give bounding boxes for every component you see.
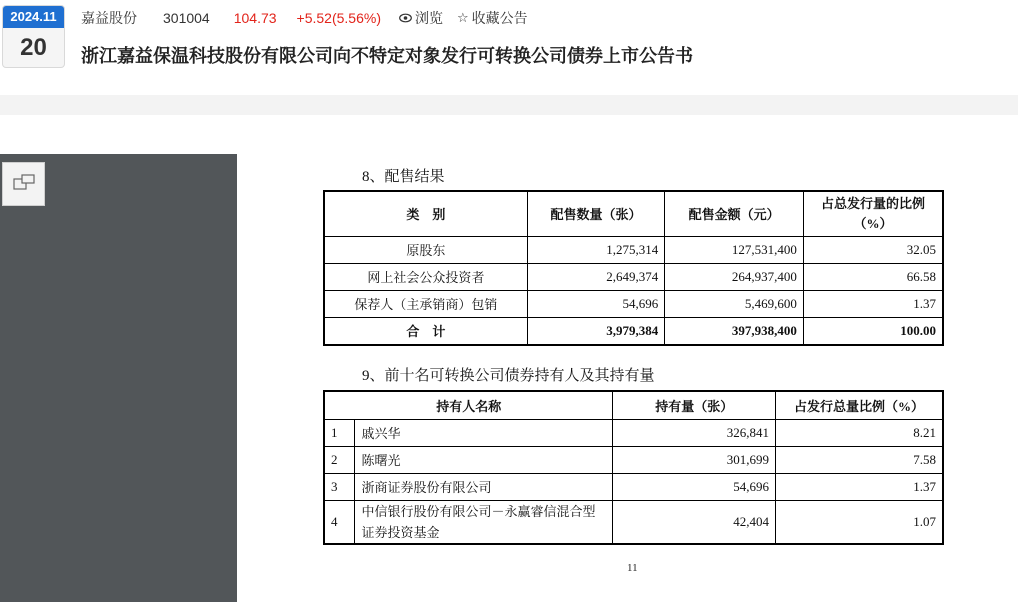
column-header: 类 别 xyxy=(324,191,527,236)
table-row xyxy=(324,263,943,290)
stock-meta-row xyxy=(81,8,542,28)
table-cell: 54,696 xyxy=(527,290,665,317)
star-outline-icon: ☆ xyxy=(457,10,469,25)
stock-change: +5.52(5.56%) xyxy=(296,10,381,26)
table-cell: 浙商证券股份有限公司 xyxy=(355,473,613,500)
top-holders-table xyxy=(323,390,944,545)
table-row xyxy=(324,236,943,263)
table-cell: 66.58 xyxy=(803,263,943,290)
table-cell: 54,696 xyxy=(613,473,776,500)
table-cell: 1.37 xyxy=(775,473,943,500)
table-cell: 301,699 xyxy=(613,446,776,473)
date-day: 20 xyxy=(20,34,47,61)
table-row xyxy=(324,446,943,473)
table-header-row xyxy=(324,391,943,419)
table-cell: 中信银行股份有限公司－永赢睿信混合型证券投资基金 xyxy=(355,500,613,544)
table-row xyxy=(324,500,943,544)
table-cell: 1.37 xyxy=(803,290,943,317)
section-9-title: 9、前十名可转换公司债券持有人及其持有量 xyxy=(362,368,655,384)
date-badge xyxy=(2,5,65,68)
browse-label: 浏览 xyxy=(415,10,443,26)
page-number: 11 xyxy=(627,562,638,574)
table-cell: 127,531,400 xyxy=(665,236,804,263)
column-header: 占发行总量比例（%） xyxy=(775,391,943,419)
section-8-title: 8、配售结果 xyxy=(362,169,445,185)
table-cell: 2,649,374 xyxy=(527,263,665,290)
table-header-row xyxy=(324,191,943,236)
table-cell: 7.58 xyxy=(775,446,943,473)
document-title: 浙江嘉益保温科技股份有限公司向不特定对象发行可转换公司债券上市公告书 xyxy=(81,46,693,66)
table-total-row xyxy=(324,317,943,345)
table-cell: 2 xyxy=(324,446,355,473)
thumbnails-toggle-button[interactable] xyxy=(2,162,45,206)
table-cell: 网上社会公众投资者 xyxy=(324,263,527,290)
table-cell: 陈曙光 xyxy=(355,446,613,473)
column-header: 持有人名称 xyxy=(324,391,613,419)
table-cell: 100.00 xyxy=(803,317,943,345)
eye-icon xyxy=(399,11,412,26)
stock-price: 104.73 xyxy=(233,10,277,26)
favorite-label: 收藏公告 xyxy=(471,10,528,26)
table-cell: 合 计 xyxy=(324,317,527,345)
table-row xyxy=(324,290,943,317)
stock-code: 301004 xyxy=(163,10,210,26)
table-row xyxy=(324,419,943,446)
viewer-sidebar xyxy=(0,154,237,602)
table-row xyxy=(324,473,943,500)
column-header: 持有量（张） xyxy=(613,391,776,419)
table-cell: 原股东 xyxy=(324,236,527,263)
table-cell: 326,841 xyxy=(613,419,776,446)
stock-name-link[interactable]: 嘉益股份 xyxy=(81,10,137,26)
thumbnails-toggle-icon xyxy=(13,174,35,195)
table-cell: 戚兴华 xyxy=(355,419,613,446)
column-header: 配售金额（元） xyxy=(665,191,804,236)
column-header: 占总发行量的比例（%） xyxy=(803,191,943,236)
table-cell: 32.05 xyxy=(803,236,943,263)
favorite-button[interactable] xyxy=(457,8,528,28)
table-cell: 397,938,400 xyxy=(665,317,804,345)
column-header: 配售数量（张） xyxy=(527,191,665,236)
table-cell: 3,979,384 xyxy=(527,317,665,345)
table-cell: 1.07 xyxy=(775,500,943,544)
allotment-result-table xyxy=(323,190,944,346)
table-cell: 保荐人（主承销商）包销 xyxy=(324,290,527,317)
table-cell: 4 xyxy=(324,500,355,544)
table-cell: 8.21 xyxy=(775,419,943,446)
browse-count xyxy=(399,8,443,28)
table-cell: 264,937,400 xyxy=(665,263,804,290)
table-cell: 3 xyxy=(324,473,355,500)
date-year-month: 2024.11 xyxy=(3,6,64,28)
header-divider-band xyxy=(0,95,1018,115)
table-cell: 5,469,600 xyxy=(665,290,804,317)
table-cell: 1,275,314 xyxy=(527,236,665,263)
table-cell: 1 xyxy=(324,419,355,446)
table-cell: 42,404 xyxy=(613,500,776,544)
